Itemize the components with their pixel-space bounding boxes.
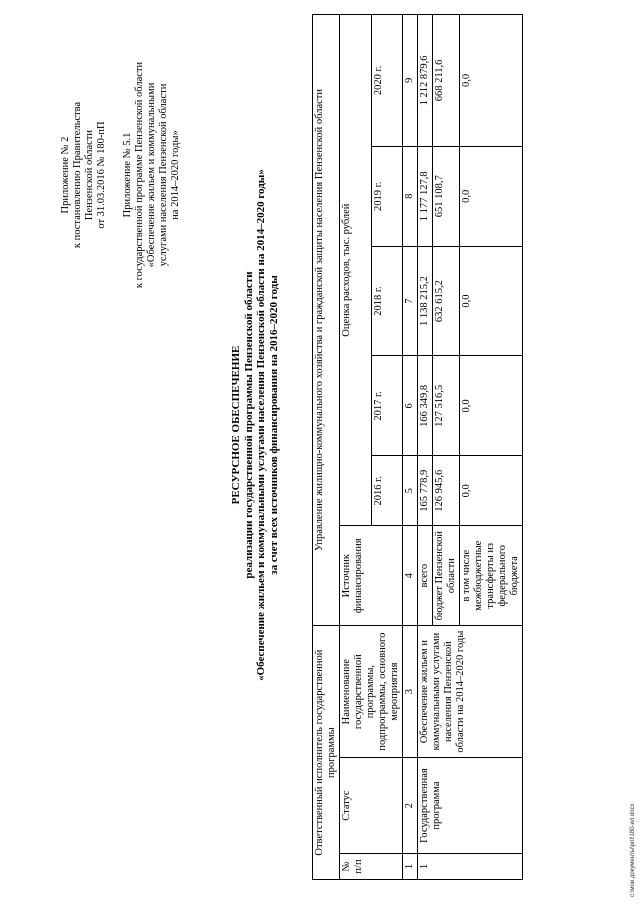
column-number: 9: [403, 15, 418, 147]
header-line: услугами населения Пензенской области: [158, 83, 169, 267]
source-label: бюджет Пензенской области: [433, 526, 460, 626]
value-cell: 632 615,2: [433, 246, 460, 356]
column-number: 1: [403, 854, 418, 880]
header-line: «Обеспечение жильем и коммунальными: [146, 82, 157, 268]
resource-table: [312, 14, 523, 880]
header-year: 2017 г.: [371, 356, 403, 456]
value-cell: 0,0: [460, 15, 523, 147]
title-line: реализации государственной программы Пензенской области: [242, 271, 255, 579]
value-cell: 1 177 127,8: [418, 146, 433, 246]
column-number: 2: [403, 758, 418, 854]
header-no: № п/п: [340, 854, 403, 880]
column-number: 7: [403, 246, 418, 356]
value-cell: 0,0: [460, 356, 523, 456]
title-line: за счет всех источников финансирования на 2016–2020 годы: [267, 275, 280, 575]
header-line: к государственной программе Пензенской области: [134, 61, 145, 289]
column-number: 3: [403, 626, 418, 758]
title-line: РЕСУРСНОЕ ОБЕСПЕЧЕНИЕ: [230, 345, 242, 505]
value-cell: 668 211,6: [433, 15, 460, 147]
value-cell: 0,0: [460, 456, 523, 526]
header-name: Наименование государственной программы, подпрограммы, основного мероприятия: [340, 626, 403, 758]
appendix-header: [60, 35, 182, 315]
value-cell: 1 138 215,2: [418, 246, 433, 356]
header-year: 2016 г.: [371, 456, 403, 526]
value-cell: 165 778,9: [418, 456, 433, 526]
responsible-value: Управление жилищно-коммунального хозяйства и гражданской защиты населения Пензенской области: [313, 15, 340, 626]
header-year: 2018 г.: [371, 246, 403, 356]
value-cell: 651 108,7: [433, 146, 460, 246]
header-year: 2020 г.: [371, 15, 403, 147]
value-cell: 126 945,6: [433, 456, 460, 526]
header-source: Источник финансирования: [340, 526, 403, 626]
source-label: в том числе межбюджетные трансферты из федерального бюджета: [460, 526, 523, 626]
value-cell: 166 349,8: [418, 356, 433, 456]
value-cell: 127 516,5: [433, 356, 460, 456]
title-line: «Обеспечение жильем и коммунальными услугами населения Пензенской области на 2014–2020 годы»: [255, 169, 267, 681]
value-cell: 1 212 879,6: [418, 15, 433, 147]
row-name: Обеспечение жильем и коммунальными услугами населения Пензенской области на 2014–2020 годы: [418, 626, 523, 758]
document-title: [230, 145, 280, 705]
header-line: Пензенской области: [84, 129, 95, 221]
responsible-label: Ответственный исполнитель государственной программы: [313, 626, 340, 880]
column-number: 4: [403, 526, 418, 626]
value-cell: 0,0: [460, 246, 523, 356]
value-cell: 0,0: [460, 146, 523, 246]
row-status: Государственная программа: [418, 758, 523, 854]
header-line: к постановлению Правительства: [72, 101, 83, 249]
header-line: Приложение № 5.1: [122, 132, 133, 218]
file-path-footer: c:\мои документы\pril\180-ил.docx: [630, 803, 636, 897]
row-no: 1: [418, 854, 523, 880]
header-year: 2019 г.: [371, 146, 403, 246]
column-number: 6: [403, 356, 418, 456]
header-line: Приложение № 2: [60, 136, 71, 214]
source-label: всего: [418, 526, 433, 626]
column-number: 8: [403, 146, 418, 246]
header-line: на 2014–2020 годы»: [170, 130, 181, 220]
header-line: от 31.03.2016 № 180-пП: [96, 121, 107, 229]
column-number: 5: [403, 456, 418, 526]
header-status: Статус: [340, 758, 403, 854]
header-estimate: Оценка расходов, тыс. рублей: [340, 15, 372, 526]
